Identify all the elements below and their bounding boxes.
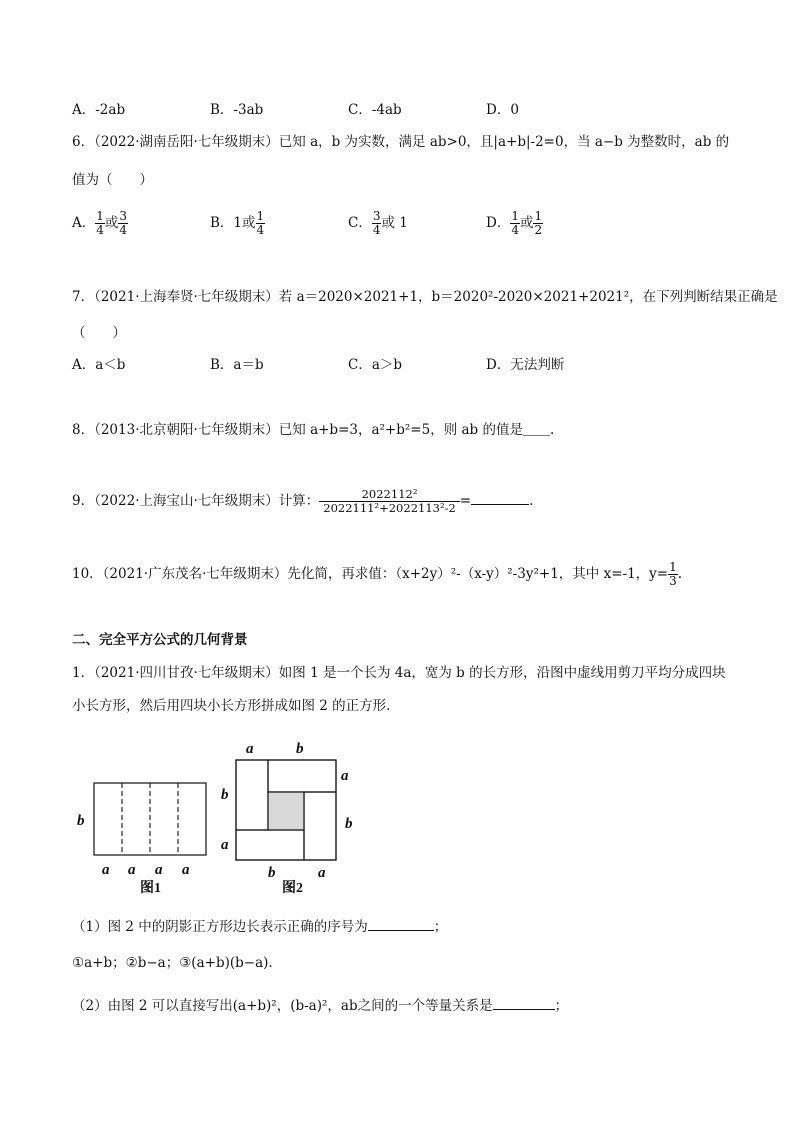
- q9-stem: 9．（2022·上海宝山·七年级期末）计算： $\frac{\text{2022112²}}{\text{2022111²+2022113²-2}}$ = .: [72, 487, 534, 515]
- section-title: 二、完全平方公式的几何背景: [72, 632, 248, 648]
- q6-stem-line1: 6．（2022·湖南岳阳·七年级期末）已知 a，b 为实数，满足 ab>0，且|a+b|-2=0，当 a−b 为整数时，ab 的: [72, 134, 730, 150]
- sub-question-1-options: ①a+b；②b−a；③(a+b)(b−a).: [72, 955, 273, 971]
- figures: [60, 735, 380, 900]
- fig2-label-right-b: b: [345, 816, 353, 832]
- fig2-label-top-b: b: [296, 741, 304, 757]
- fig2-label-right-a: a: [341, 768, 349, 784]
- answer-blank-2[interactable]: [493, 997, 555, 1010]
- q6-stem-line2: 值为（ ）: [72, 172, 153, 188]
- fig1-caption: 图1: [140, 881, 161, 896]
- q6-option-b: B．1或 $\frac{1}{4}$: [210, 209, 265, 237]
- q5-option-c: C．-4ab: [348, 102, 402, 118]
- fig2-label-top-a: a: [246, 741, 254, 757]
- fig2-rect-top: [268, 760, 336, 792]
- fig1-label-a3: a: [155, 862, 163, 878]
- q5-option-b: B．-3ab: [210, 102, 264, 118]
- q6-option-c: C． $\frac{3}{4}$ 或 1: [348, 209, 408, 237]
- fig2-caption: 图2: [282, 881, 303, 896]
- fig2-label-bottom-a: a: [318, 865, 326, 881]
- q7-option-a: A．a＜b: [72, 357, 126, 373]
- fig1-label-a1: a: [102, 862, 110, 878]
- q7-stem-line2: （ ）: [72, 325, 126, 341]
- figure-2: [221, 741, 353, 896]
- fig2-label-left-b: b: [221, 787, 229, 803]
- fig2-rect-bottom: [236, 830, 304, 860]
- figure-1: [77, 783, 206, 896]
- answer-blank-1[interactable]: [368, 918, 434, 931]
- q7-option-c: C．a＞b: [348, 357, 403, 373]
- q7-option-b: B．a＝b: [210, 357, 264, 373]
- q7-option-d: D．无法判断: [486, 357, 565, 373]
- q8-stem: 8．（2013·北京朝阳·七年级期末）已知 a+b=3，a²+b²=5，则 ab 的值是＿＿.: [72, 422, 555, 438]
- fig2-label-left-a: a: [221, 837, 229, 853]
- fig2-label-bottom-b: b: [268, 865, 276, 881]
- q6-option-d: D． $\frac{1}{4}$ 或 $\frac{1}{2}$: [486, 209, 543, 237]
- p1-stem-line2: 小长方形，然后用四块小长方形拼成如图 2 的正方形.: [72, 698, 391, 714]
- q5-option-d: D．0: [486, 102, 519, 118]
- fig2-rect-right: [304, 792, 336, 860]
- sub-question-1: （1）图 2 中的阴影正方形边长表示正确的序号为 ；: [72, 919, 448, 935]
- q7-stem-line1: 7．（2021·上海奉贤·七年级期末）若 a＝2020×2021+1，b＝2020²-2020×2021+2021²，在下列判断结果正确是: [72, 289, 778, 305]
- fig1-label-a2: a: [128, 862, 136, 878]
- q6-option-a: A． $\frac{1}{4}$ 或 $\frac{3}{4}$: [72, 209, 128, 237]
- sub-question-2: （2）由图 2 可以直接写出(a+b)²，(b-a)²，ab之间的一个等量关系是 ；: [72, 998, 569, 1014]
- p1-stem-line1: 1．（2021·四川甘孜·七年级期末）如图 1 是一个长为 4a，宽为 b 的长方形，沿图中虚线用剪刀平均分成四块: [72, 665, 726, 681]
- q5-option-a: A．-2ab: [72, 102, 126, 118]
- fig2-shaded-square: [268, 792, 304, 830]
- fig1-label-a4: a: [182, 862, 190, 878]
- fig1-label-b: b: [77, 813, 85, 829]
- fig2-rect-left: [236, 760, 268, 830]
- q10-stem: 10．（2021·广东茂名·七年级期末）先化简，再求值：（x+2y）²-（x-y）²-3y²+1，其中 x=-1，y= $\frac{1}{3}$ .: [72, 560, 683, 588]
